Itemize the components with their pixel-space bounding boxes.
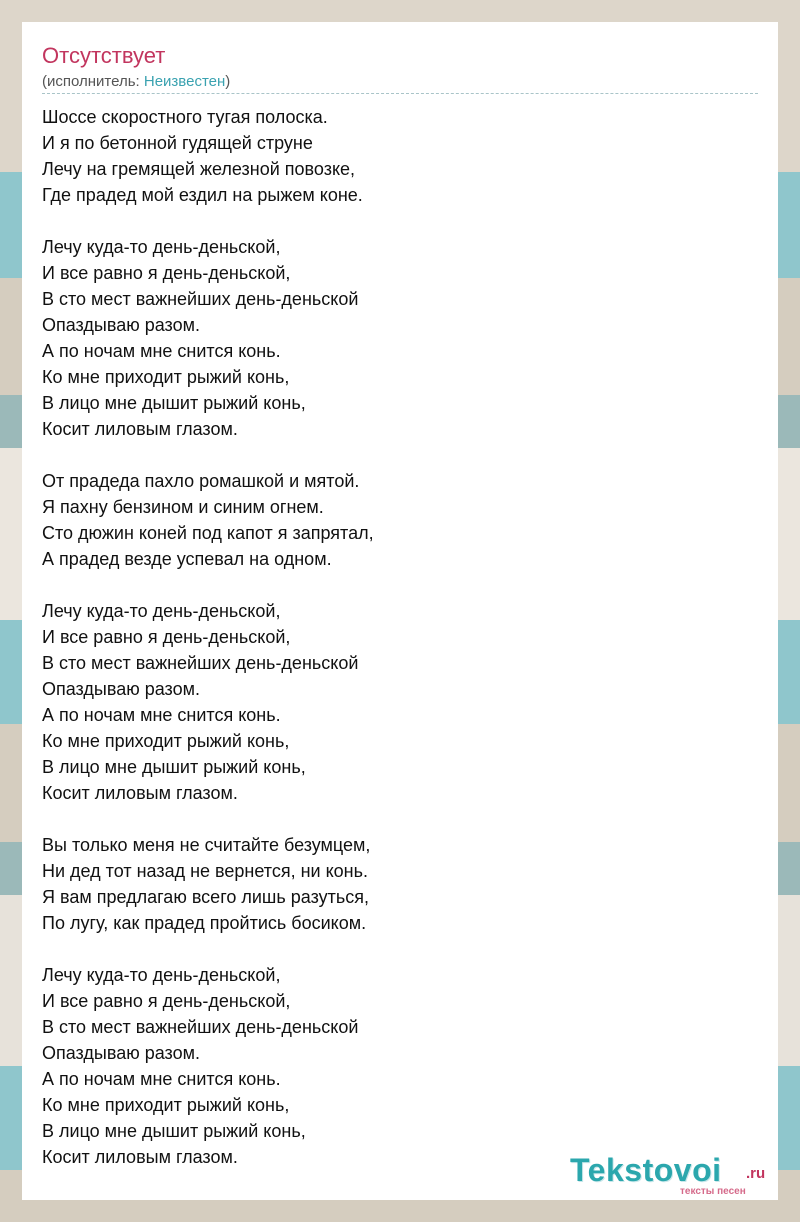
lyric-line: И все равно я день-деньской, [42,991,291,1011]
lyric-line: Где прадед мой ездил на рыжем коне. [42,185,363,205]
lyrics-card [22,22,778,1200]
stanza-1 [42,104,742,208]
lyric-line: В сто мест важнейших день-деньской [42,653,359,673]
lyric-line: А прадед везде успевал на одном. [42,549,332,569]
lyric-line: Опаздываю разом. [42,679,200,699]
lyric-line: Опаздываю разом. [42,315,200,335]
lyric-line: А по ночам мне снится конь. [42,705,281,725]
lyric-line: Косит лиловым глазом. [42,419,238,439]
lyric-line: Ни дед тот назад не вернется, ни конь. [42,861,368,881]
artist-link[interactable]: Неизвестен [143,73,226,90]
stanza-5 [42,832,742,936]
lyric-line: В лицо мне дышит рыжий конь, [42,393,306,413]
lyric-line: В сто мест важнейших день-деньской [42,1017,359,1037]
lyric-line: Ко мне приходит рыжий конь, [42,367,290,387]
stanza-3 [42,468,742,572]
artist-label: (исполнитель: [42,73,144,90]
lyric-line: Лечу куда-то день-деньской, [42,965,281,985]
stanza-4 [42,598,742,806]
site-logo[interactable] [570,1152,780,1200]
lyrics-text [42,104,742,1196]
lyric-line: Лечу куда-то день-деньской, [42,237,281,257]
lyric-line: Шоссе скоростного тугая полоска. [42,107,328,127]
lyric-line: Косит лиловым глазом. [42,1147,238,1167]
lyric-line: А по ночам мне снится конь. [42,1069,281,1089]
lyric-line: Вы только меня не считайте безумцем, [42,835,371,855]
lyric-line: Ко мне приходит рыжий конь, [42,731,290,751]
lyric-line: Сто дюжин коней под капот я запрятал, [42,523,374,543]
artist-line [42,73,230,91]
logo-tld: .ru [746,1165,766,1182]
artist-suffix: ) [225,73,231,90]
lyric-line: По лугу, как прадед пройтись босиком. [42,913,367,933]
lyric-line: Опаздываю разом. [42,1043,200,1063]
lyric-line: Косит лиловым глазом. [42,783,238,803]
lyric-line: Я вам предлагаю всего лишь разуться, [42,887,369,907]
logo-tagline: тексты песен [680,1186,746,1197]
stanza-2 [42,234,742,442]
lyric-line: И все равно я день-деньской, [42,627,291,647]
lyric-line: В сто мест важнейших день-деньской [42,289,359,309]
lyric-line: Лечу на гремящей железной повозке, [42,159,356,179]
lyric-line: И все равно я день-деньской, [42,263,291,283]
logo-name: Tekstovoi [570,1152,722,1188]
stanza-6 [42,962,742,1170]
lyric-line: От прадеда пахло ромашкой и мятой. [42,471,360,491]
lyric-line: В лицо мне дышит рыжий конь, [42,1121,306,1141]
song-title: Отсутствует [42,43,166,68]
lyric-line: А по ночам мне снится конь. [42,341,281,361]
lyric-line: Лечу куда-то день-деньской, [42,601,281,621]
lyric-line: Ко мне приходит рыжий конь, [42,1095,290,1115]
header-divider [42,93,758,94]
lyric-line: Я пахну бензином и синим огнем. [42,497,324,517]
lyric-line: В лицо мне дышит рыжий конь, [42,757,306,777]
lyric-line: И я по бетонной гудящей струне [42,133,313,153]
